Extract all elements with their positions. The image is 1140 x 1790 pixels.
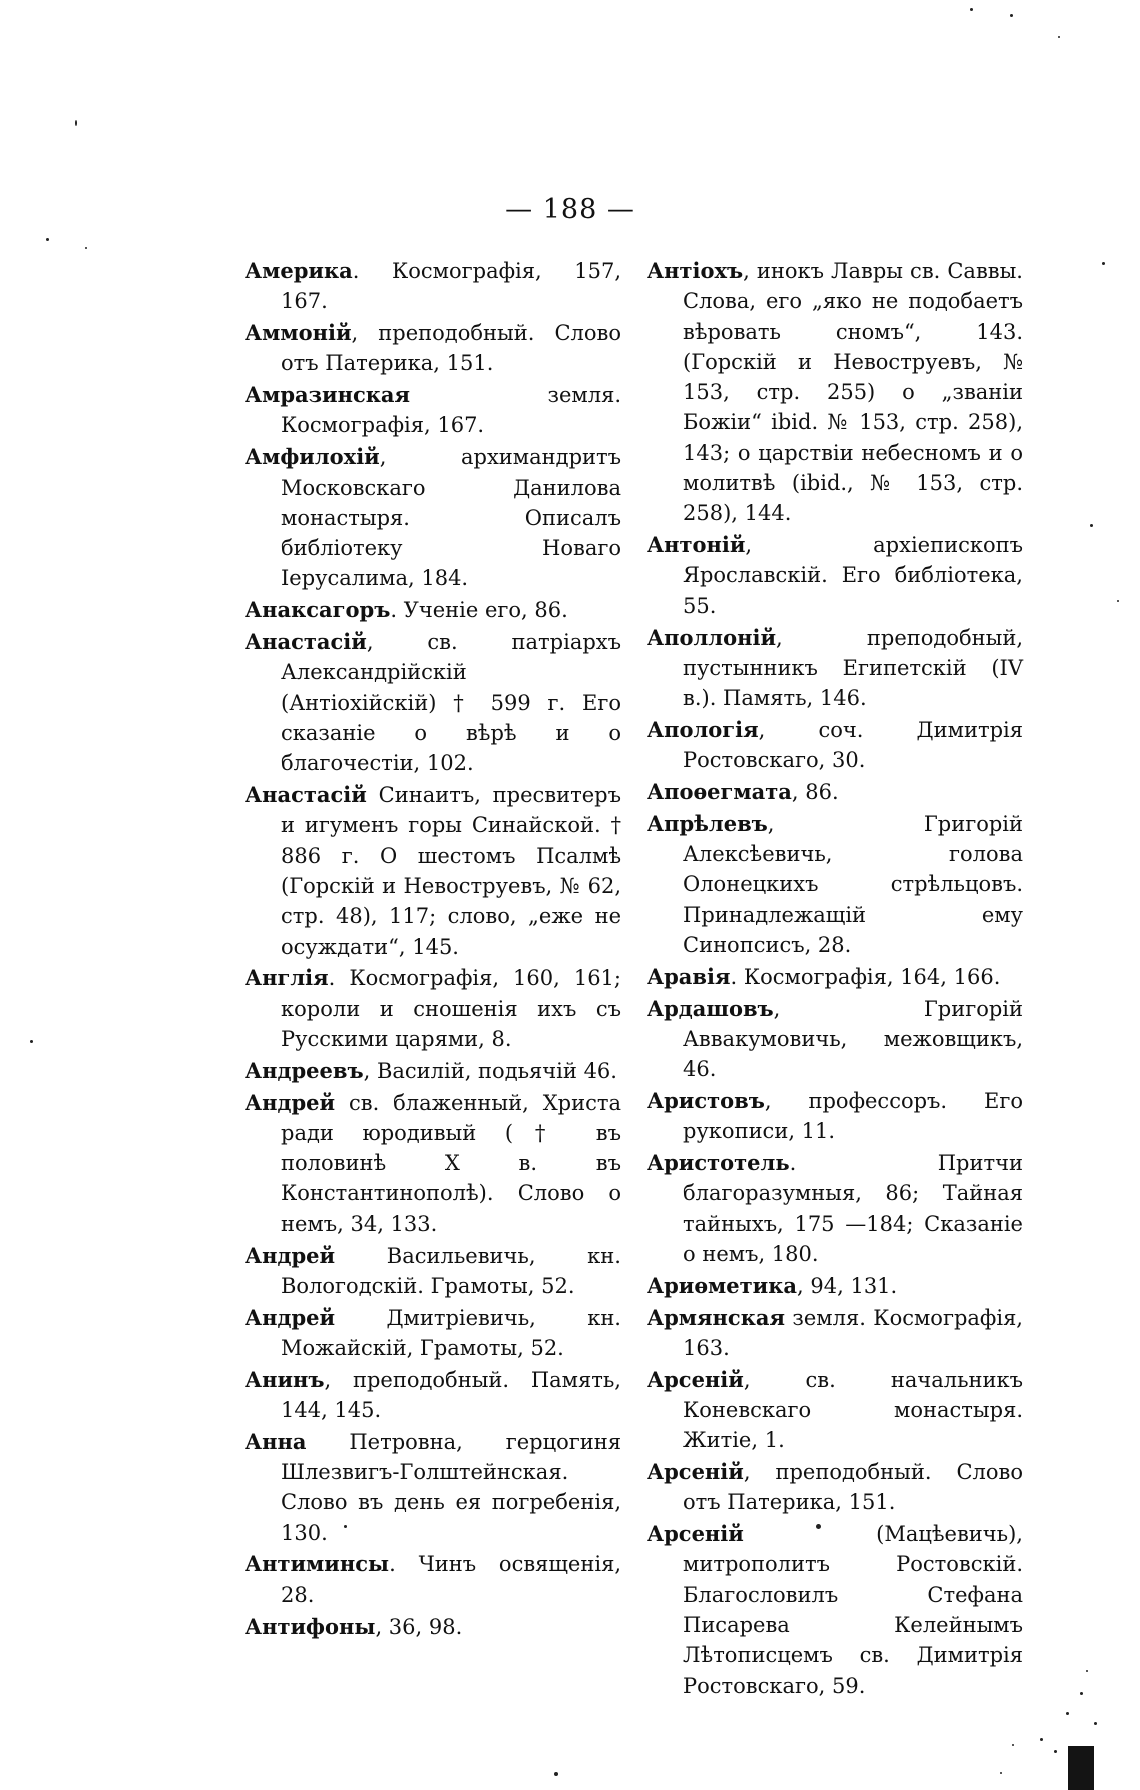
index-entry bbox=[647, 1086, 1023, 1147]
entry-headword: Армянская bbox=[647, 1304, 785, 1330]
index-entry bbox=[647, 1148, 1023, 1269]
entry-headword: Апологія bbox=[647, 716, 759, 742]
index-column-right bbox=[647, 256, 1023, 1702]
index-entry bbox=[647, 623, 1023, 714]
scan-ink-blot bbox=[1068, 1746, 1094, 1790]
entry-separator bbox=[410, 383, 547, 407]
entry-text: Василій, подьячій 46. bbox=[376, 1058, 617, 1083]
entry-headword: Арсеній bbox=[647, 1521, 744, 1547]
entry-text: Притчи благоразумныя, 86; Тайная тайныхъ, 175 —184; Сказаніе о немъ, 180. bbox=[683, 1151, 1023, 1266]
index-entry bbox=[245, 1365, 621, 1426]
index-entry bbox=[647, 1519, 1023, 1701]
entry-separator: . bbox=[328, 966, 350, 991]
entry-separator bbox=[306, 1430, 349, 1454]
scan-speck bbox=[1080, 1692, 1083, 1695]
entry-headword: Апрѣлевъ bbox=[647, 810, 768, 836]
scan-speck bbox=[1010, 14, 1013, 17]
entry-headword: Андрей bbox=[245, 1304, 336, 1330]
index-entry bbox=[245, 1088, 621, 1239]
scan-speck bbox=[554, 1772, 558, 1776]
scan-speck bbox=[816, 1524, 821, 1529]
entry-headword: Арсеній bbox=[647, 1366, 744, 1392]
entry-text: (Мацѣевичь), митрополитъ Ростовскій. Благословилъ Стефана Писарева Келейнымъ Лѣтописцемъ св. Димитрія Ростовскаго, 59. bbox=[683, 1522, 1023, 1698]
entry-separator: , bbox=[324, 1367, 353, 1392]
entry-separator: , bbox=[743, 259, 757, 283]
entry-headword: Антоній bbox=[647, 532, 746, 558]
entry-separator: , bbox=[745, 533, 874, 558]
entry-separator bbox=[335, 1306, 386, 1330]
entry-text: земля. Космографія, 163. bbox=[683, 1305, 1023, 1360]
entry-headword: Антиминсы bbox=[245, 1551, 390, 1577]
entry-separator: , bbox=[764, 1089, 809, 1114]
scan-speck bbox=[85, 247, 87, 249]
entry-separator: , bbox=[776, 625, 867, 650]
entry-headword: Америка bbox=[245, 258, 353, 283]
entry-text: Чинъ освященія, 28. bbox=[281, 1552, 621, 1607]
index-entry bbox=[245, 1612, 621, 1642]
index-entry bbox=[245, 318, 621, 379]
entry-text: Петровна, герцогиня Шлезвигъ-Голштейнская. Слово въ день ея погребенія, 130. bbox=[281, 1429, 621, 1545]
entry-separator bbox=[335, 1244, 387, 1268]
entry-headword: Анастасій bbox=[245, 782, 367, 808]
scan-speck bbox=[30, 1040, 33, 1043]
entry-headword: Ариѳметика bbox=[647, 1272, 798, 1298]
index-entry bbox=[245, 780, 621, 962]
entry-separator bbox=[335, 1091, 349, 1115]
entry-text: Космографія, 157, 167. bbox=[281, 259, 621, 314]
index-entry bbox=[647, 1303, 1023, 1364]
entry-headword: Амразинская bbox=[245, 382, 411, 408]
index-entry bbox=[647, 809, 1023, 960]
scan-speck bbox=[1102, 262, 1105, 265]
entry-text: св. патріархъ Александрійскій (Антіохійскій) † 599 г. Его сказаніе о вѣрѣ и о благочестіи, 102. bbox=[281, 630, 621, 776]
index-entry bbox=[647, 777, 1023, 807]
entry-text: архимандритъ Московскаго Данилова монастыря. Описалъ библіотеку Новаго Іерусалима, 184. bbox=[281, 445, 621, 591]
entry-separator: . bbox=[389, 1552, 419, 1577]
entry-headword: Англія bbox=[245, 965, 329, 991]
scan-speck bbox=[1054, 1750, 1057, 1753]
index-entry bbox=[245, 627, 621, 778]
entry-text: преподобный. Слово отъ Патерика, 151. bbox=[683, 1460, 1023, 1515]
entry-headword: Аристотель bbox=[647, 1150, 790, 1176]
entry-separator: , bbox=[363, 1058, 377, 1083]
entry-text: преподобный, пустынникъ Египетскій (IV в.). Память, 146. bbox=[683, 625, 1023, 711]
entry-text: 36, 98. bbox=[388, 1614, 463, 1639]
entry-text: инокъ Лавры св. Саввы. Слова, его „яко не подобаетъ вѣровать сномъ“, 143. (Горскій и Невоструевъ, № 153, стр. 255) о „званіи Божіи“ ibid. № 153, стр. 258), 143; о царствіи небесномъ и о молитвѣ (ibid., № 153, стр. 258), 144. bbox=[683, 259, 1023, 526]
scan-speck bbox=[1000, 1772, 1002, 1774]
index-entry bbox=[245, 963, 621, 1054]
entry-text: Васильевичь, кн. Вологодскій. Грамоты, 52. bbox=[281, 1243, 621, 1298]
entry-text: св. начальникъ Коневскаго монастыря. Житіе, 1. bbox=[683, 1367, 1023, 1453]
entry-headword: Аравія bbox=[647, 963, 731, 989]
index-entry bbox=[245, 442, 621, 593]
entry-separator: . bbox=[789, 1151, 938, 1176]
index-entry bbox=[647, 256, 1023, 529]
entry-separator: , bbox=[797, 1273, 811, 1298]
entry-headword: Анна bbox=[245, 1428, 307, 1454]
scan-speck bbox=[344, 1525, 347, 1528]
index-entry bbox=[647, 530, 1023, 621]
index-entry bbox=[647, 1457, 1023, 1518]
index-entry bbox=[245, 256, 621, 317]
entry-separator: , bbox=[366, 630, 428, 655]
entry-text: Григорій Аввакумовичь, межовщикъ, 46. bbox=[683, 996, 1023, 1082]
index-entry bbox=[245, 1427, 621, 1548]
index-entry bbox=[647, 962, 1023, 992]
scan-speck bbox=[1094, 1722, 1097, 1725]
index-entry bbox=[245, 380, 621, 441]
entry-text: преподобный. Слово отъ Патерика, 151. bbox=[281, 321, 621, 376]
entry-headword: Аммоній bbox=[245, 320, 352, 346]
page-number: — 188 — bbox=[505, 194, 635, 225]
entry-separator: , bbox=[379, 445, 461, 470]
entry-separator: . bbox=[730, 964, 744, 989]
entry-headword: Анинъ bbox=[245, 1366, 325, 1392]
entry-headword: Амфилохій bbox=[245, 444, 380, 470]
entry-headword: Андреевъ bbox=[245, 1057, 364, 1083]
entry-headword: Анаксагоръ bbox=[245, 597, 391, 623]
scan-speck bbox=[970, 8, 973, 11]
scan-speck bbox=[1117, 600, 1119, 602]
entry-separator: , bbox=[758, 717, 819, 742]
index-entry bbox=[245, 1549, 621, 1610]
entry-separator: , bbox=[773, 996, 924, 1021]
entry-headword: Антифоны bbox=[245, 1613, 376, 1639]
index-column-left bbox=[245, 256, 621, 1643]
entry-text: 86. bbox=[805, 780, 839, 805]
entry-headword: Анастасій bbox=[245, 629, 367, 655]
entry-headword: Аристовъ bbox=[647, 1088, 765, 1114]
entry-separator: , bbox=[767, 811, 924, 836]
entry-text: профессоръ. Его рукописи, 11. bbox=[683, 1089, 1023, 1144]
entry-headword: Андрей bbox=[245, 1242, 336, 1268]
entry-headword: Андрей bbox=[245, 1089, 336, 1115]
scan-speck bbox=[1090, 524, 1093, 527]
index-entry bbox=[647, 715, 1023, 776]
entry-text: Синаитъ, пресвитеръ и игуменъ горы Синайской. † 886 г. О шестомъ Псалмѣ (Горскій и Невоструевъ, № 62, стр. 48), 117; слово, „еже не осуждати“, 145. bbox=[281, 783, 621, 959]
entry-headword: Арсеній bbox=[647, 1459, 744, 1485]
index-entry bbox=[647, 994, 1023, 1085]
entry-text: 94, 131. bbox=[810, 1273, 898, 1298]
entry-text: Григорій Алексѣевичь, голова Олонецкихъ стрѣльцовъ. Принадлежащій ему Синопсисъ, 28. bbox=[683, 811, 1023, 958]
entry-separator: , bbox=[351, 321, 379, 346]
scan-speck bbox=[1012, 1744, 1014, 1746]
entry-text: архіепископъ Ярославскій. Его библіотека, 55. bbox=[683, 533, 1023, 618]
entry-headword: Ардашовъ bbox=[647, 995, 774, 1021]
entry-separator: . bbox=[390, 598, 404, 623]
entry-separator bbox=[367, 783, 379, 807]
index-entry bbox=[245, 1056, 621, 1086]
entry-text: Дмитріевичь, кн. Можайскій, Грамоты, 52. bbox=[281, 1305, 621, 1360]
entry-text: Космографія, 160, 161; короли и сношенія ихъ съ Русскими царями, 8. bbox=[281, 966, 621, 1051]
scan-speck bbox=[1040, 1738, 1043, 1741]
entry-separator: . bbox=[352, 259, 392, 283]
entry-headword: Антіохъ bbox=[647, 258, 744, 283]
entry-separator bbox=[744, 1522, 876, 1546]
entry-headword: Аполлоній bbox=[647, 624, 777, 650]
index-entry bbox=[647, 1365, 1023, 1456]
scan-speck bbox=[1058, 36, 1060, 38]
entry-headword: Апоѳегмата bbox=[647, 779, 792, 805]
entry-text: земля. Космографія, 167. bbox=[281, 383, 621, 438]
entry-separator: , bbox=[743, 1460, 776, 1485]
index-entry bbox=[245, 1241, 621, 1302]
index-entry bbox=[647, 1271, 1023, 1301]
index-entry bbox=[245, 595, 621, 625]
entry-text: соч. Димитрія Ростовскаго, 30. bbox=[683, 717, 1023, 773]
entry-text: св. блаженный, Христа ради юродивый († въ половинѣ X в. въ Константинополѣ). Слово о немъ, 34, 133. bbox=[281, 1090, 621, 1236]
scan-speck bbox=[1086, 1670, 1088, 1672]
entry-separator: , bbox=[375, 1614, 389, 1639]
scan-speck bbox=[75, 120, 77, 126]
index-entry bbox=[245, 1303, 621, 1364]
scan-speck bbox=[46, 238, 49, 241]
entry-text: преподобный. Память, 144, 145. bbox=[281, 1367, 621, 1422]
entry-text: Ученіе его, 86. bbox=[403, 598, 568, 623]
entry-text: Космографія, 164, 166. bbox=[743, 964, 1001, 989]
entry-separator: , bbox=[791, 780, 806, 805]
entry-separator: , bbox=[743, 1367, 806, 1392]
scan-speck bbox=[1066, 1712, 1069, 1715]
